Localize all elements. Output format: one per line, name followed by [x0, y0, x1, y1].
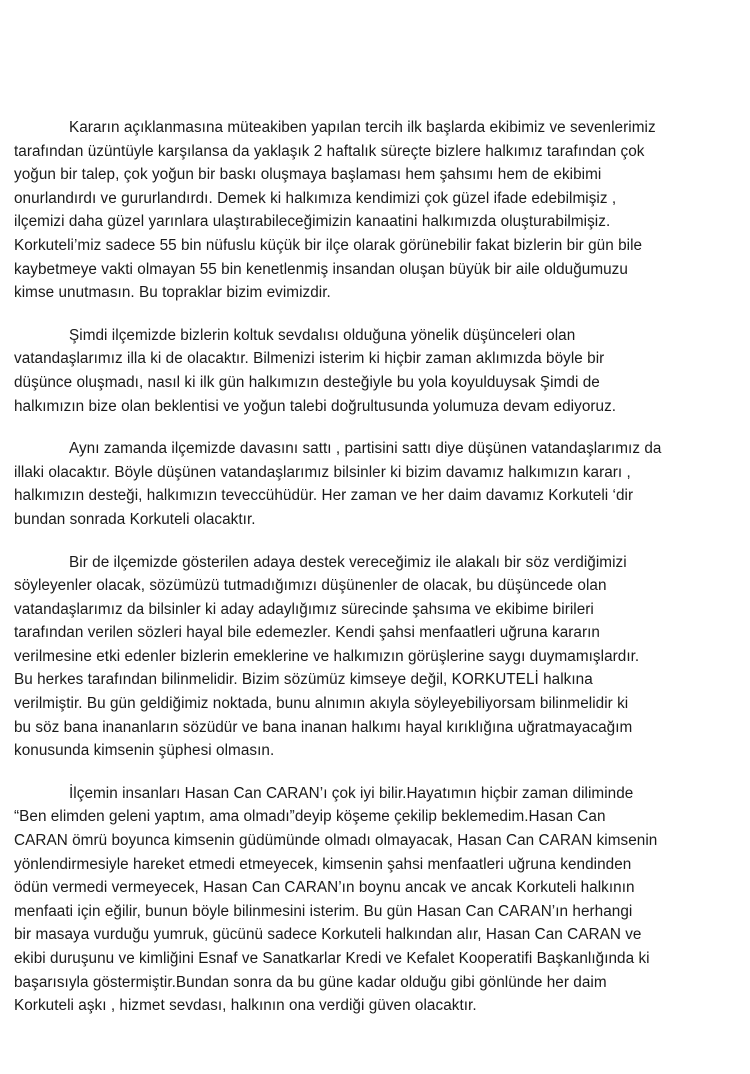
text-line: Korkuteli aşkı , hizmet sevdası, halkının ona verdiği güven olacaktır. [14, 997, 477, 1015]
text-line: vatandaşlarımız illa ki de olacaktır. Bilmenizi isterim ki hiçbir zaman aklımızda böyle bir [14, 350, 605, 368]
text-line: yoğun bir talep, çok yoğun bir baskı oluşmaya başlaması hem şahsımı hem de ekibimi [14, 166, 602, 184]
text-line: halkımızın bize olan beklentisi ve yoğun talebi doğrultusunda yolumuza devam ediyoruz. [14, 397, 617, 415]
text-line: verilmesine etki edenler bizlerin emeklerine ve halkımızın görüşlerine saygı duymamışlardır. [14, 647, 640, 665]
text-line: CARAN ömrü boyunca kimsenin güdümünde olmadı olmayacak, Hasan Can CARAN kimsenin [14, 832, 658, 850]
text-line: yönlendirmesiyle hareket etmedi etmeyecek, kimsenin şahsi menfaatleri uğruna kendinden [14, 855, 632, 873]
text-line: bir masaya vurduğu yumruk, gücünü sadece Korkuteli halkından alır, Hasan Can CARAN ve [14, 926, 642, 944]
text-line: tarafından üzüntüyle karşılansa da yaklaşık 2 haftalık süreçte bizlere halkımız tarafından çok [14, 142, 645, 160]
text-line: bu söz bana inananların sözüdür ve bana inanan halkımı hayal kırıklığına uğratmayacağım [14, 718, 633, 736]
text-line: Kararın açıklanmasına müteakiben yapılan tercih ilk başlarda ekibimiz ve sevenlerimiz [69, 119, 656, 136]
text-line: verilmiştir. Bu gün geldiğimiz noktada, bunu alnımın akıyla söyleyebiliyorsam bilinmelidir ki [14, 695, 629, 713]
document-body [14, 116, 736, 1037]
text-line: illaki olacaktır. Böyle düşünen vatandaşlarımız bilsinler ki bizim davamız halkımızın kararı , [14, 463, 631, 481]
text-line: başarısıyla göstermiştir.Bundan sonra da bu güne kadar olduğu gibi gönlünde her daim [14, 973, 607, 991]
text-line: ekibi duruşunu ve kimliğini Esnaf ve Sanatkarlar Kredi ve Kefalet Kooperatifi Başkanlığında ki [14, 950, 650, 967]
text-line: Korkuteli’miz sadece 55 bin nüfuslu küçük bir ilçe olarak görünebilir fakat bizlerin bir gün bile [14, 236, 643, 254]
text-line: bundan sonrada Korkuteli olacaktır. [14, 510, 256, 528]
text-line: ödün vermedi vermeyecek, Hasan Can CARAN’ın boynu ancak ve ancak Korkuteli halkının [14, 879, 635, 897]
text-line: Aynı zamanda ilçemizde davasını sattı , partisini sattı diye düşünen vatandaşlarımız da [69, 440, 662, 458]
paragraph [14, 116, 736, 305]
text-line: onurlandırdı ve gururlandırdı. Demek ki halkımıza kendimizi çok güzel ifade edebilmişiz , [14, 189, 617, 207]
text-line: Bir de ilçemizde gösterilen adaya destek vereceğimiz ile alakalı bir söz verdiğimizi [69, 553, 627, 571]
text-line: “Ben elimden geleni yaptım, ama olmadı”deyip köşeme çekilip beklemedim.Hasan Can [14, 808, 606, 826]
text-line: vatandaşlarımız da bilsinler ki aday adaylığımız sürecinde şahsıma ve ekibime birileri [14, 600, 594, 618]
text-line: kimse unutmasın. Bu topraklar bizim evimizdir. [14, 284, 331, 302]
paragraph [14, 551, 736, 763]
text-line: Şimdi ilçemizde bizlerin koltuk sevdalısı olduğuna yönelik düşünceleri olan [69, 326, 576, 344]
text-line: tarafından verilen sözleri hayal bile edemezler. Kendi şahsi menfaatleri uğruna kararın [14, 624, 600, 642]
text-line: Bu herkes tarafından bilinmelidir. Bizim sözümüz kimseye değil, KORKUTELİ halkına [14, 671, 593, 689]
text-line: söyleyenler olacak, sözümüzü tutmadığımızı düşünenler de olacak, bu düşüncede olan [14, 577, 607, 595]
text-line: menfaati için eğilir, bunun böyle bilinmesini isterim. Bu gün Hasan Can CARAN’ın herhangi [14, 902, 633, 920]
text-line: İlçemin insanları Hasan Can CARAN’ı çok iyi bilir.Hayatımın hiçbir zaman diliminde [69, 784, 634, 802]
text-line: kaybetmeye vakti olmayan 55 bin kenetlenmiş insandan oluşan büyük bir aile olduğumuzu [14, 260, 628, 278]
paragraph [14, 437, 736, 531]
text-line: konusunda kimsenin şüphesi olmasın. [14, 742, 275, 760]
text-line: halkımızın desteği, halkımızın teveccühüdür. Her zaman ve her daim davamız Korkuteli ‘dir [14, 487, 634, 505]
text-line: ilçemizi daha güzel yarınlara ulaştırabileceğimizin kanaatini halkımızda oluşturabilmişiz. [14, 213, 611, 231]
paragraph [14, 782, 736, 1018]
paragraph [14, 324, 736, 418]
text-line: düşünce oluşmadı, nasıl ki ilk gün halkımızın desteğiyle bu yola koyulduysak Şimdi de [14, 373, 600, 391]
